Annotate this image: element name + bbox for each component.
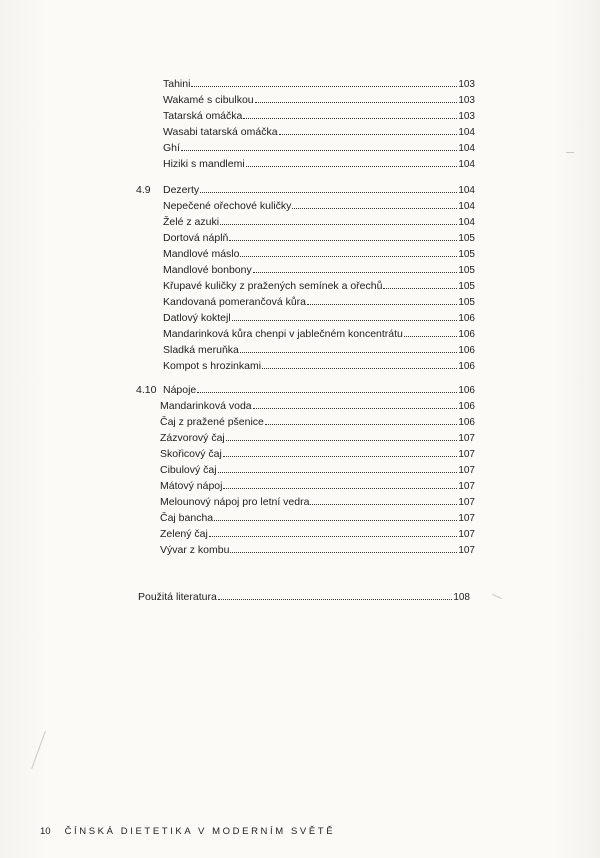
toc-entry [163, 343, 475, 358]
scan-mark [492, 594, 501, 599]
toc-entry [160, 447, 475, 462]
toc-entry-label: Mandlové máslo [163, 248, 240, 260]
toc-entry [163, 327, 475, 342]
toc-entry-page: 106 [458, 329, 475, 340]
dot-leader [265, 424, 457, 425]
toc-entry [160, 495, 475, 510]
toc-entry [163, 231, 475, 246]
dot-leader [253, 272, 458, 273]
toc-entry-page: 106 [458, 345, 475, 356]
toc-entry [163, 157, 475, 172]
dot-leader [191, 86, 457, 87]
section-heading [163, 183, 475, 198]
dot-leader [197, 392, 457, 393]
dot-leader [230, 552, 457, 553]
toc-entry [163, 93, 475, 108]
dot-leader [292, 208, 457, 209]
toc-entry-page: 104 [458, 217, 475, 228]
toc-entry [163, 359, 475, 374]
toc-entry-label: Kompot s hrozinkami [163, 360, 262, 372]
scan-mark [566, 152, 574, 153]
toc-entry-label: Hiziki s mandlemi [163, 158, 245, 170]
toc-entry-label: Cibulový čaj [160, 464, 217, 476]
toc-entry [163, 77, 475, 92]
toc-entry-label: Nepečené ořechové kuličky [163, 200, 292, 212]
dot-leader [223, 456, 457, 457]
bibliography-page: 108 [453, 592, 470, 603]
dot-leader [223, 488, 457, 489]
dot-leader [404, 336, 457, 337]
dot-leader [279, 134, 458, 135]
toc-entry-page: 105 [458, 297, 475, 308]
toc-entry-page: 105 [458, 281, 475, 292]
toc-entry-page: 107 [458, 497, 475, 508]
toc-entry-page: 105 [458, 233, 475, 244]
scan-mark [31, 731, 46, 769]
toc-entry-label: Mandarinková voda [160, 400, 252, 412]
toc-entry-label: Želé z azuki [163, 216, 220, 228]
toc-entry [160, 399, 475, 414]
bibliography-entry [138, 590, 470, 605]
toc-entry [163, 295, 475, 310]
toc-entry-label: Skořicový čaj [160, 448, 222, 460]
toc-entry [163, 109, 475, 124]
dot-leader [220, 224, 457, 225]
toc-entry-page: 104 [458, 127, 475, 138]
toc-entry [163, 199, 475, 214]
toc-entry-label: Wakamé s cibulkou [163, 94, 254, 106]
toc-entry [163, 125, 475, 140]
dot-leader [240, 256, 457, 257]
dot-leader [229, 240, 457, 241]
toc-entry-label: Dortová náplň [163, 232, 229, 244]
section-page: 104 [458, 185, 475, 196]
toc-entry-page: 107 [458, 465, 475, 476]
toc-entry-page: 106 [458, 417, 475, 428]
toc-entry-page: 107 [458, 481, 475, 492]
toc-entry-page: 107 [458, 513, 475, 524]
toc-entry [163, 279, 475, 294]
toc-entry [163, 141, 475, 156]
toc-entry-label: Mátový nápoj [160, 480, 223, 492]
page-footer [40, 826, 335, 837]
toc-entry-label: Mandarinková kůra chenpi v jablečném koncentrátu [163, 328, 403, 340]
toc-entry [160, 511, 475, 526]
toc-entry-label: Čaj z pražené pšenice [160, 416, 264, 428]
dot-leader [214, 520, 457, 521]
dot-leader [246, 166, 458, 167]
dot-leader [240, 352, 457, 353]
toc-entry-label: Zelený čaj [160, 528, 208, 540]
toc-entry-label: Datlový koktejl [163, 312, 231, 324]
dot-leader [232, 320, 458, 321]
dot-leader [218, 472, 458, 473]
toc-entry [163, 247, 475, 262]
toc-entry-label: Mandlové bonbony [163, 264, 252, 276]
toc-entry-page: 105 [458, 249, 475, 260]
toc-entry-label: Tahini [163, 78, 191, 90]
toc-entry-label: Kandovaná pomerančová kůra [163, 296, 307, 308]
dot-leader [255, 102, 458, 103]
section-number: 4.9 [136, 184, 151, 196]
toc-entry-label: Tatarská omáčka [163, 110, 243, 122]
toc-entry-label: Vývar z kombu [160, 544, 230, 556]
toc-entry [163, 215, 475, 230]
toc-entry [160, 543, 475, 558]
toc-entry-page: 104 [458, 201, 475, 212]
footer-book-title: ČÍNSKÁ DIETETIKA V MODERNÍM SVĚTĚ [64, 826, 336, 837]
dot-leader [181, 150, 457, 151]
toc-entry [160, 479, 475, 494]
section-heading [163, 383, 475, 398]
toc-entry-page: 107 [458, 449, 475, 460]
toc-entry-label: Čaj bancha [160, 512, 214, 524]
toc-entry-label: Ghí [163, 142, 180, 154]
footer-page-number: 10 [40, 826, 51, 837]
dot-leader [226, 440, 458, 441]
dot-leader [209, 536, 457, 537]
section-title: Nápoje [163, 384, 197, 396]
toc-entry [160, 415, 475, 430]
toc-entry [163, 311, 475, 326]
section-page: 106 [458, 385, 475, 396]
dot-leader [253, 408, 458, 409]
toc-entry-label: Sladká meruňka [163, 344, 239, 356]
toc-entry-label: Zázvorový čaj [160, 432, 225, 444]
toc-entry-page: 106 [458, 361, 475, 372]
toc-entry-label: Křupavé kuličky z pražených semínek a ořechů [163, 280, 383, 292]
toc-entry-page: 104 [458, 143, 475, 154]
dot-leader [307, 304, 457, 305]
toc-entry-page: 106 [458, 401, 475, 412]
toc-entry-page: 103 [458, 111, 475, 122]
toc-entry-page: 107 [458, 545, 475, 556]
toc-entry-label: Wasabi tatarská omáčka [163, 126, 278, 138]
toc-entry [163, 263, 475, 278]
toc-entry-page: 104 [458, 159, 475, 170]
toc-entry [160, 463, 475, 478]
toc-entry-label: Melounový nápoj pro letní vedra [160, 496, 310, 508]
toc-entry-page: 107 [458, 433, 475, 444]
dot-leader [200, 192, 457, 193]
toc-entry-page: 107 [458, 529, 475, 540]
section-title: Dezerty [163, 184, 200, 196]
dot-leader [243, 118, 457, 119]
toc-entry-page: 106 [458, 313, 475, 324]
toc-entry-page: 103 [458, 95, 475, 106]
toc-entry [160, 527, 475, 542]
bibliography-label: Použitá literatura [138, 591, 217, 603]
dot-leader [310, 504, 457, 505]
dot-leader [218, 599, 453, 600]
section-number: 4.10 [136, 384, 157, 396]
toc-entry-page: 103 [458, 79, 475, 90]
toc-entry [160, 431, 475, 446]
toc-entry-page: 105 [458, 265, 475, 276]
dot-leader [262, 368, 457, 369]
dot-leader [383, 288, 457, 289]
